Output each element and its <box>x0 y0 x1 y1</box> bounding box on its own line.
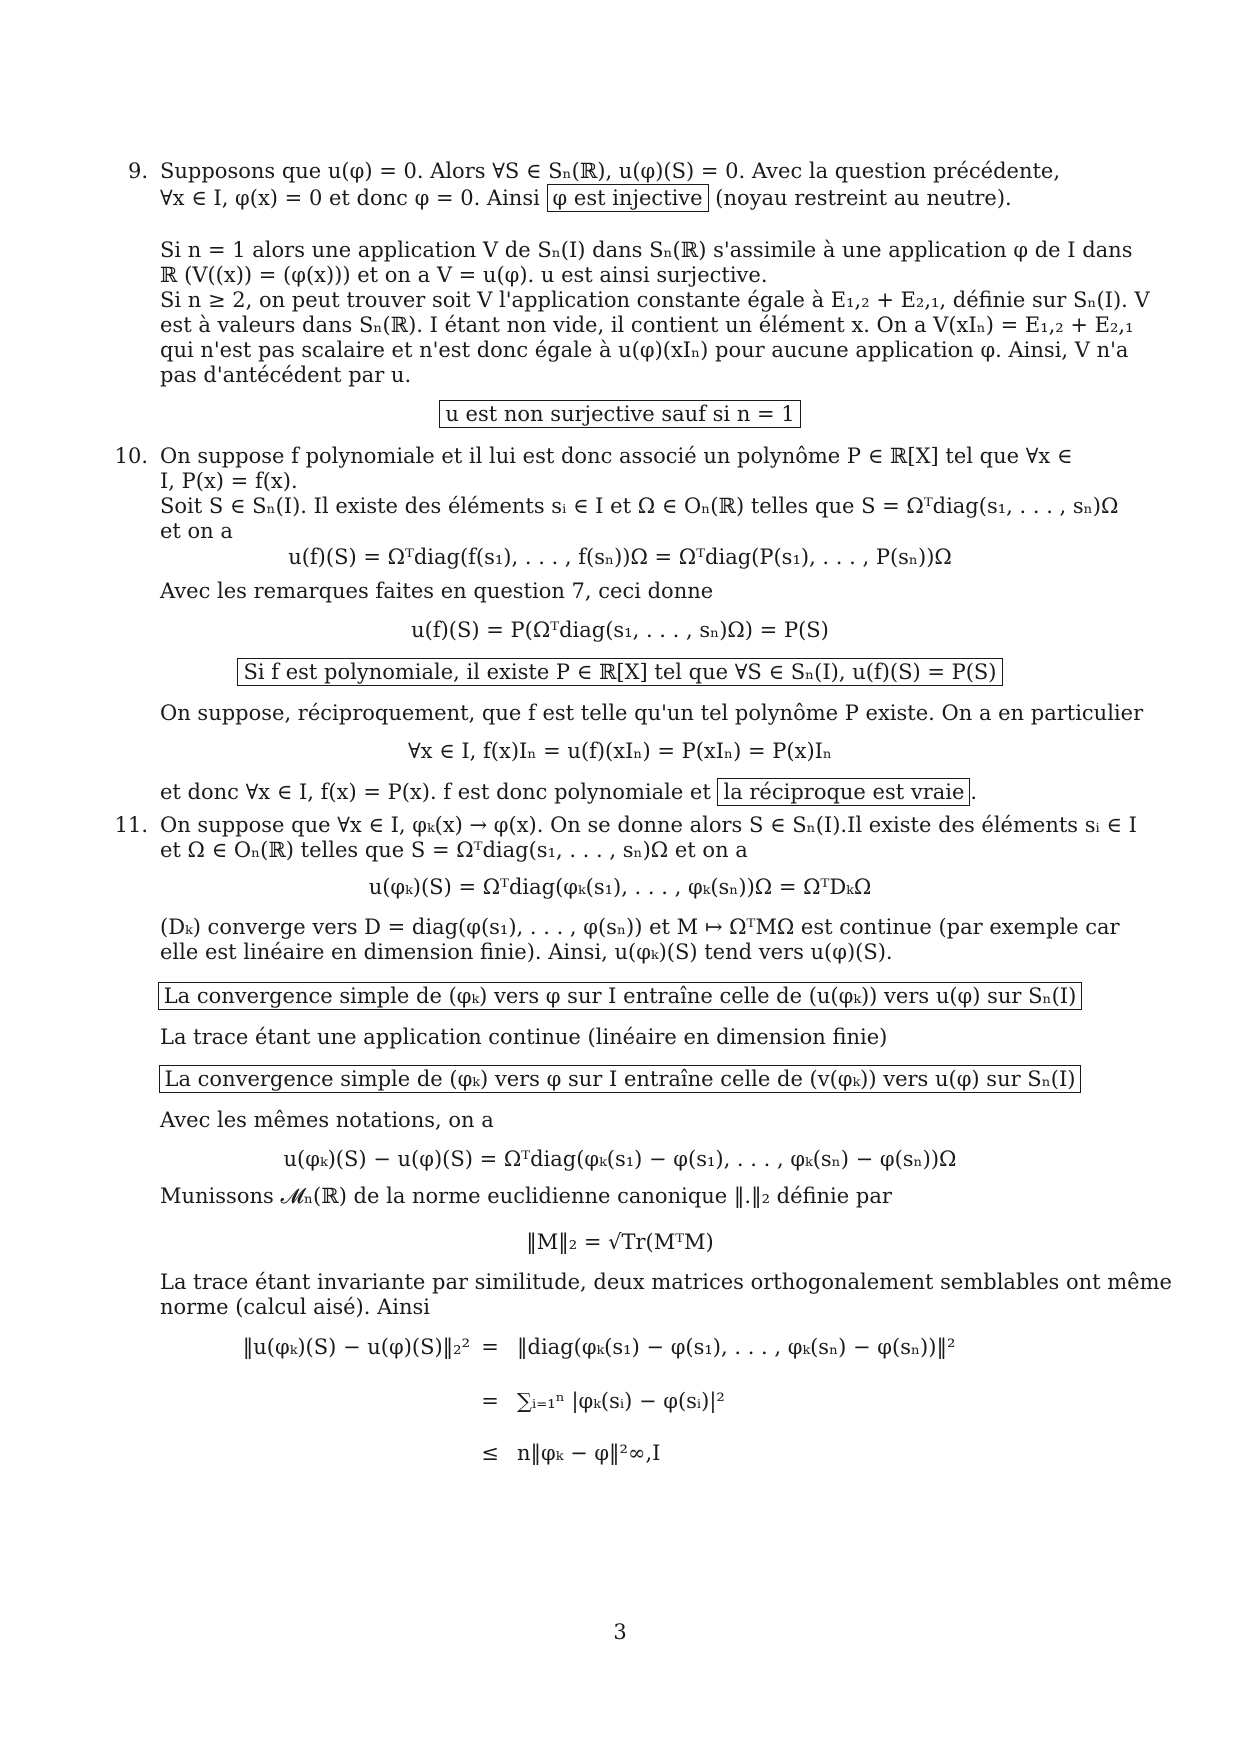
q11-line-2: et Ω ∈ Oₙ(ℝ) telles que S = Ωᵀdiag(s₁, . . . , sₙ)Ω et on a <box>160 838 748 862</box>
align-rhs-3: n‖φₖ − φ‖²∞,I <box>517 1441 661 1465</box>
q9-para2-line-3: Si n ≥ 2, on peut trouver soit V l'application constante égale à E₁,₂ + E₂,₁, définie sur Sₙ(I). V <box>160 288 1150 312</box>
q9-para2-line-6: pas d'antécédent par u. <box>160 363 412 387</box>
q11-boxed-result-2: La convergence simple de (φₖ) vers φ sur I entraîne celle de (v(φₖ)) vers u(φ) sur Sₙ(I) <box>159 1065 1082 1093</box>
q11-line-1: On suppose que ∀x ∈ I, φₖ(x) → φ(x). On se donne alors S ∈ Sₙ(I).Il existe des éléments sᵢ ∈ I <box>160 813 1137 837</box>
q11-boxed-result-1: La convergence simple de (φₖ) vers φ sur I entraîne celle de (u(φₖ)) vers u(φ) sur Sₙ(I) <box>158 982 1083 1010</box>
q10-boxed-result: Si f est polynomiale, il existe P ∈ ℝ[X] tel que ∀S ∈ Sₙ(I), u(f)(S) = P(S) <box>237 658 1002 686</box>
q11-line-4: elle est linéaire en dimension finie). Ainsi, u(φₖ)(S) tend vers u(φ)(S). <box>160 940 893 964</box>
q9-line-2 <box>160 184 1012 212</box>
q11-equation-1: u(φₖ)(S) = Ωᵀdiag(φₖ(s₁), . . . , φₖ(sₙ))Ω = ΩᵀDₖΩ <box>368 875 872 899</box>
q9-para2-line-1: Si n = 1 alors une application V de Sₙ(I) dans Sₙ(ℝ) s'assimile à une application φ de I dans <box>160 238 1133 262</box>
q11-line-3: (Dₖ) converge vers D = diag(φ(s₁), . . . , φ(sₙ)) et M ↦ ΩᵀMΩ est continue (par exemple car <box>160 915 1120 939</box>
align-rhs-2: ∑ᵢ₌₁ⁿ |φₖ(sᵢ) − φ(sᵢ)|² <box>517 1389 725 1413</box>
q10-line-6: On suppose, réciproquement, que f est telle qu'un tel polynôme P existe. On a en particulier <box>160 701 1144 725</box>
q11-equation-3: ‖M‖₂ = √Tr(MᵀM) <box>526 1230 714 1254</box>
page-number: 3 <box>613 1620 627 1644</box>
q10-line-4: et on a <box>160 519 233 543</box>
q9-boxed-conclusion-row <box>0 400 1240 428</box>
q10-line-7a: et donc ∀x ∈ I, f(x) = P(x). f est donc polynomiale et <box>160 780 711 804</box>
q9-boxed-conclusion: u est non surjective sauf si n = 1 <box>439 400 800 428</box>
q11-line-6: Avec les mêmes notations, on a <box>160 1108 494 1132</box>
q10-line-3: Soit S ∈ Sₙ(I). Il existe des éléments sᵢ ∈ I et Ω ∈ Oₙ(ℝ) telles que S = Ωᵀdiag(s₁, . . . , sₙ)Ω <box>160 494 1119 518</box>
q10-line-1: On suppose f polynomiale et il lui est donc associé un polynôme P ∈ ℝ[X] tel que ∀x ∈ <box>160 444 1073 468</box>
item-number-9: 9. <box>127 159 148 183</box>
q11-line-8: La trace étant invariante par similitude, deux matrices orthogonalement semblables ont même <box>160 1270 1172 1294</box>
q10-equation-1: u(f)(S) = Ωᵀdiag(f(s₁), . . . , f(sₙ))Ω = Ωᵀdiag(P(s₁), . . . , P(sₙ))Ω <box>288 545 952 569</box>
q10-equation-2: u(f)(S) = P(Ωᵀdiag(s₁, . . . , sₙ)Ω) = P(S) <box>411 618 829 642</box>
q11-line-9: norme (calcul aisé). Ainsi <box>160 1295 430 1319</box>
q11-boxed-result-1-row <box>0 982 1240 1010</box>
align-relation-3: ≤ <box>481 1441 499 1465</box>
q10-boxed-result-row <box>0 658 1240 686</box>
align-relation-2: = <box>481 1389 499 1413</box>
align-rhs-1: ‖diag(φₖ(s₁) − φ(s₁), . . . , φₖ(sₙ) − φ(sₙ))‖² <box>517 1335 956 1359</box>
q10-line-5: Avec les remarques faites en question 7, ceci donne <box>160 579 714 603</box>
q10-line-7 <box>160 778 977 806</box>
item-number-10: 10. <box>114 444 148 468</box>
q11-line-7: Munissons 𝓜ₙ(ℝ) de la norme euclidienne canonique ‖.‖₂ définie par <box>160 1184 892 1208</box>
q9-para2-line-2: ℝ (V((x)) = (φ(x))) et on a V = u(φ). u est ainsi surjective. <box>160 263 768 287</box>
q9-injective-box: φ est injective <box>547 184 709 212</box>
q9-line-2a: ∀x ∈ I, φ(x) = 0 et donc φ = 0. Ainsi <box>160 186 540 210</box>
q10-reciprocal-box: la réciproque est vraie <box>717 778 970 806</box>
q9-line-1: Supposons que u(φ) = 0. Alors ∀S ∈ Sₙ(ℝ), u(φ)(S) = 0. Avec la question précédente, <box>160 159 1061 183</box>
align-relation-1: = <box>481 1335 499 1359</box>
align-lhs: ‖u(φₖ)(S) − u(φ)(S)‖₂² <box>242 1335 470 1359</box>
q10-line-2: I, P(x) = f(x). <box>160 469 298 493</box>
q10-line-7b: . <box>970 780 978 804</box>
q11-line-5: La trace étant une application continue (linéaire en dimension finie) <box>160 1025 888 1049</box>
item-number-11: 11. <box>114 813 148 837</box>
q9-para2-line-4: est à valeurs dans Sₙ(ℝ). I étant non vide, il contient un élément x. On a V(xIₙ) = E₁,₂ + E₂,₁ <box>160 313 1134 337</box>
q10-equation-3: ∀x ∈ I, f(x)Iₙ = u(f)(xIₙ) = P(xIₙ) = P(x)Iₙ <box>407 739 833 763</box>
q11-equation-2: u(φₖ)(S) − u(φ)(S) = Ωᵀdiag(φₖ(s₁) − φ(s₁), . . . , φₖ(sₙ) − φ(sₙ))Ω <box>283 1147 957 1171</box>
q9-line-2b: (noyau restreint au neutre). <box>715 186 1012 210</box>
q9-para2-line-5: qui n'est pas scalaire et n'est donc égale à u(φ)(xIₙ) pour aucune application φ. Ainsi, V n'a <box>160 338 1129 362</box>
q11-boxed-result-2-row <box>0 1065 1240 1093</box>
